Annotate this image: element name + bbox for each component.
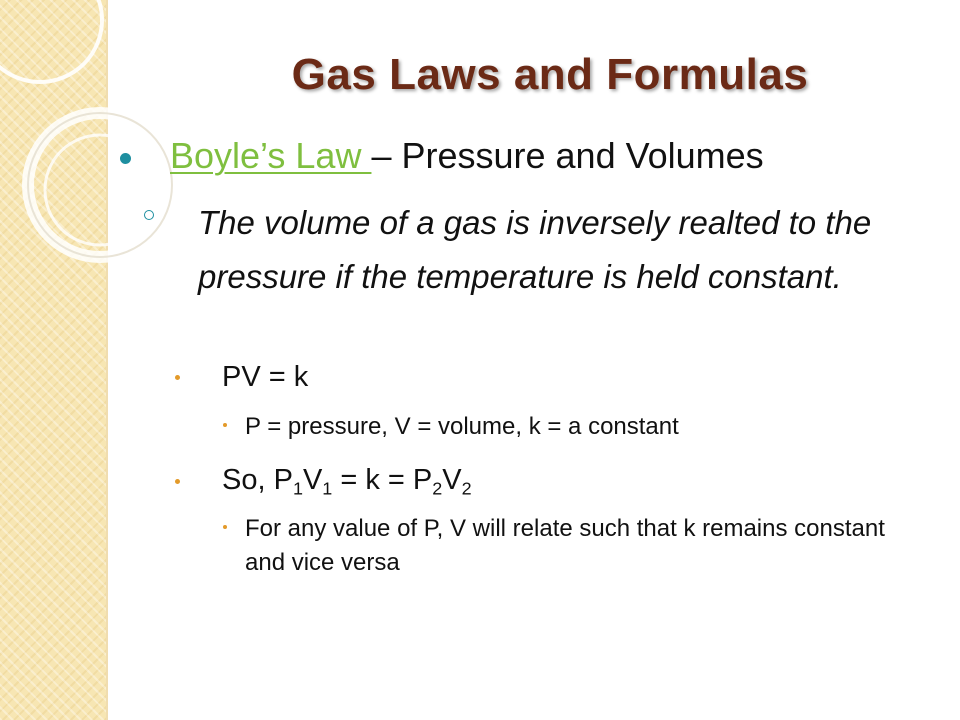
bullet-tiny-icon [223,423,227,427]
sub-bullet-circle-icon [144,210,154,220]
formula-pv: PV = k [222,361,309,393]
subscript-2: 2 [461,478,472,499]
formula-equals-k-p: = k = P [332,464,433,496]
boyles-law-description: – Pressure and Volumes [371,135,764,176]
variable-definitions: P = pressure, V = volume, k = a constant [245,413,679,440]
formula-so-p: So, P [222,464,293,496]
subscript-2: 2 [432,478,443,499]
bullet-small-icon [175,375,180,380]
formula-p1v1-p2v2 [222,464,472,499]
slide-title: Gas Laws and Formulas [291,50,809,99]
bullet-boyles-law [170,135,764,177]
relationship-note: For any value of P, V will relate such that k remains constant and vice versa [245,515,885,576]
bullet-tiny-icon [223,525,227,529]
decorative-side-band [0,0,107,720]
subscript-1: 1 [322,478,333,499]
formula-v: V [302,464,323,496]
boyles-law-definition: The volume of a gas is inversely realted to the pressure if the temperature is held constant. [198,204,872,295]
side-band-edge [106,0,108,720]
boyles-law-link[interactable]: Boyle’s Law [170,135,372,176]
bullet-dot-icon [120,153,131,164]
bullet-small-icon [175,479,180,484]
subscript-1: 1 [292,478,303,499]
formula-v: V [442,464,462,496]
